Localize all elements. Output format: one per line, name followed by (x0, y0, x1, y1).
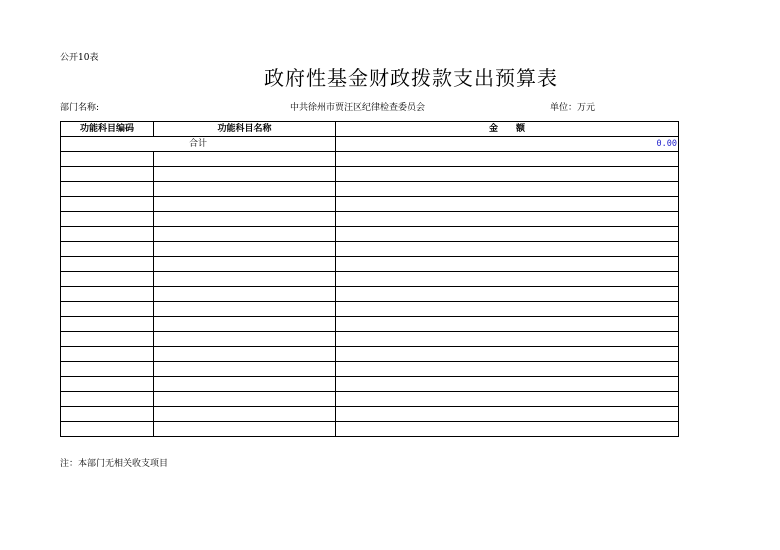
name-cell (154, 362, 336, 377)
name-cell (154, 302, 336, 317)
name-cell (154, 332, 336, 347)
column-header-amount: 金 额 (336, 122, 679, 137)
table-row (61, 287, 679, 302)
amount-cell (336, 182, 679, 197)
name-cell (154, 272, 336, 287)
table-row (61, 392, 679, 407)
department-name: 中共徐州市贾汪区纪律检查委员会 (290, 103, 426, 113)
table-row (61, 332, 679, 347)
table-row (61, 257, 679, 272)
table-row (61, 362, 679, 377)
code-cell (61, 332, 154, 347)
amount-cell (336, 347, 679, 362)
amount-cell (336, 392, 679, 407)
code-cell (61, 257, 154, 272)
name-cell (154, 152, 336, 167)
table-row (61, 197, 679, 212)
amount-cell (336, 332, 679, 347)
amount-cell (336, 287, 679, 302)
name-cell (154, 407, 336, 422)
table-row (61, 317, 679, 332)
code-cell (61, 287, 154, 302)
total-label: 合计 (61, 137, 336, 152)
amount-cell (336, 197, 679, 212)
code-cell (61, 347, 154, 362)
name-cell (154, 212, 336, 227)
budget-table (60, 121, 679, 437)
footnote: 注：本部门无相关收支项目 (60, 459, 169, 469)
department-label: 部门名称: (60, 103, 100, 113)
table-row (61, 152, 679, 167)
code-cell (61, 392, 154, 407)
amount-cell (336, 242, 679, 257)
amount-cell (336, 422, 679, 437)
amount-cell (336, 362, 679, 377)
code-cell (61, 302, 154, 317)
unit-label: 单位：万元 (550, 103, 596, 113)
code-cell (61, 422, 154, 437)
table-row (61, 272, 679, 287)
table-row (61, 302, 679, 317)
amount-cell (336, 377, 679, 392)
code-cell (61, 182, 154, 197)
name-cell (154, 197, 336, 212)
table-row (61, 377, 679, 392)
amount-cell (336, 317, 679, 332)
code-cell (61, 227, 154, 242)
table-row (61, 227, 679, 242)
code-cell (61, 377, 154, 392)
amount-cell (336, 152, 679, 167)
code-cell (61, 317, 154, 332)
table-row (61, 182, 679, 197)
name-cell (154, 287, 336, 302)
name-cell (154, 167, 336, 182)
table-row (61, 167, 679, 182)
code-cell (61, 167, 154, 182)
code-cell (61, 272, 154, 287)
table-row (61, 407, 679, 422)
code-cell (61, 212, 154, 227)
table-row (61, 212, 679, 227)
code-cell (61, 242, 154, 257)
amount-cell (336, 212, 679, 227)
amount-cell (336, 227, 679, 242)
name-cell (154, 422, 336, 437)
code-cell (61, 407, 154, 422)
total-amount: 0.00 (336, 137, 679, 152)
table-row (61, 242, 679, 257)
amount-cell (336, 167, 679, 182)
table-row (61, 347, 679, 362)
name-cell (154, 377, 336, 392)
name-cell (154, 227, 336, 242)
code-cell (61, 197, 154, 212)
name-cell (154, 392, 336, 407)
code-cell (61, 362, 154, 377)
name-cell (154, 257, 336, 272)
table-header-row (61, 122, 679, 137)
table-row (61, 422, 679, 437)
name-cell (154, 317, 336, 332)
name-cell (154, 182, 336, 197)
amount-cell (336, 257, 679, 272)
page-title: 政府性基金财政拨款支出预算表 (264, 66, 558, 90)
column-header-name: 功能科目名称 (154, 122, 336, 137)
name-cell (154, 242, 336, 257)
form-number: 公开10表 (60, 53, 99, 63)
column-header-code: 功能科目编码 (61, 122, 154, 137)
code-cell (61, 152, 154, 167)
amount-cell (336, 302, 679, 317)
amount-cell (336, 272, 679, 287)
amount-cell (336, 407, 679, 422)
total-row (61, 137, 679, 152)
name-cell (154, 347, 336, 362)
